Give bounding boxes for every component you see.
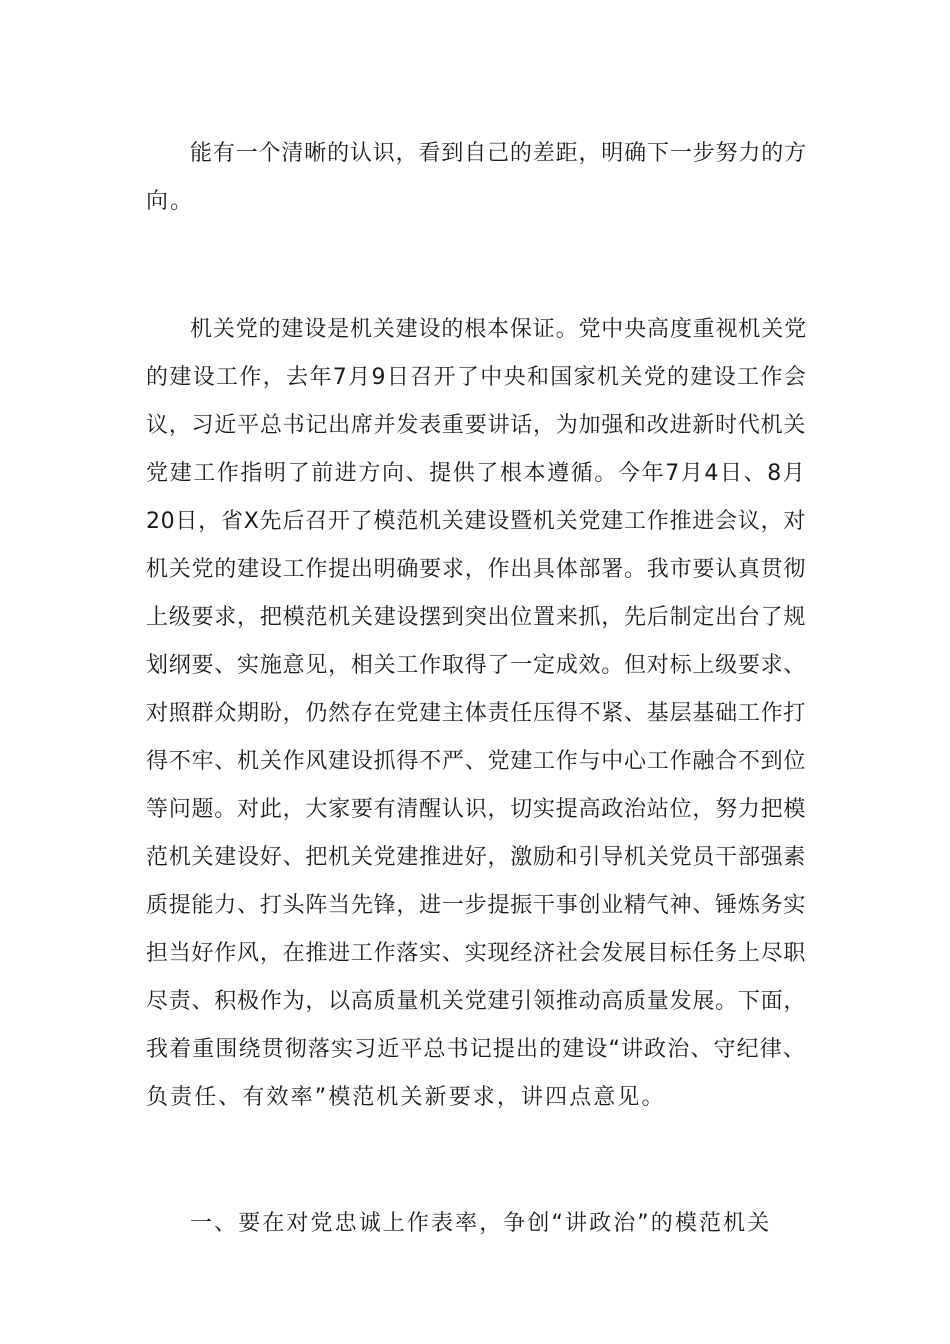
section-heading: 一、要在对党忠诚上作表率，争创“讲政治”的模范机关 xyxy=(190,1211,772,1236)
paragraph-2-line-13: 质提能力、打头阵当先锋，进一步提振干事创业精气神、锤炼务实 xyxy=(146,893,806,918)
paragraph-2-line-1: 机关党的建设是机关建设的根本保证。党中央高度重视机关党 xyxy=(190,317,807,342)
paragraph-2-line-4: 党建工作指明了前进方向、提供了根本遵循。今年7月4日、8月 xyxy=(146,461,807,486)
paragraph-2-line-16: 我着重围绕贯彻落实习近平总书记提出的建设“讲政治、守纪律、 xyxy=(146,1037,806,1062)
paragraph-1-line-2: 向。 xyxy=(146,189,195,214)
paragraph-2-line-2: 的建设工作，去年7月9日召开了中央和国家机关党的建设工作会 xyxy=(146,365,808,390)
paragraph-1-line-1: 能有一个清晰的认识，看到自己的差距，明确下一步努力的方 xyxy=(190,141,807,166)
paragraph-2-line-8: 划纲要、实施意见，相关工作取得了一定成效。但对标上级要求、 xyxy=(146,653,806,678)
paragraph-2-line-5: 20日，省X先后召开了模范机关建设暨机关党建工作推进会议，对 xyxy=(146,509,806,534)
paragraph-2-line-12: 范机关建设好、把机关党建推进好，激励和引导机关党员干部强素 xyxy=(146,845,806,870)
paragraph-2-line-7: 上级要求，把模范机关建设摆到突出位置来抓，先后制定出台了规 xyxy=(146,605,806,630)
paragraph-2-line-15: 尽责、积极作为，以高质量机关党建引领推动高质量发展。下面， xyxy=(146,989,806,1014)
paragraph-2-line-6: 机关党的建设工作提出明确要求，作出具体部署。我市要认真贯彻 xyxy=(146,557,806,582)
paragraph-2-line-11: 等问题。对此，大家要有清醒认识，切实提高政治站位，努力把模 xyxy=(146,797,806,822)
paragraph-2-line-10: 得不牢、机关作风建设抓得不严、党建工作与中心工作融合不到位 xyxy=(146,749,806,774)
paragraph-2-line-17: 负责任、有效率”模范机关新要求，讲四点意见。 xyxy=(146,1085,666,1110)
paragraph-2-line-3: 议，习近平总书记出席并发表重要讲话，为加强和改进新时代机关 xyxy=(146,413,806,438)
paragraph-2-line-14: 担当好作风，在推进工作落实、实现经济社会发展目标任务上尽职 xyxy=(146,941,806,966)
paragraph-2-line-9: 对照群众期盼，仍然存在党建主体责任压得不紧、基层基础工作打 xyxy=(146,701,806,726)
